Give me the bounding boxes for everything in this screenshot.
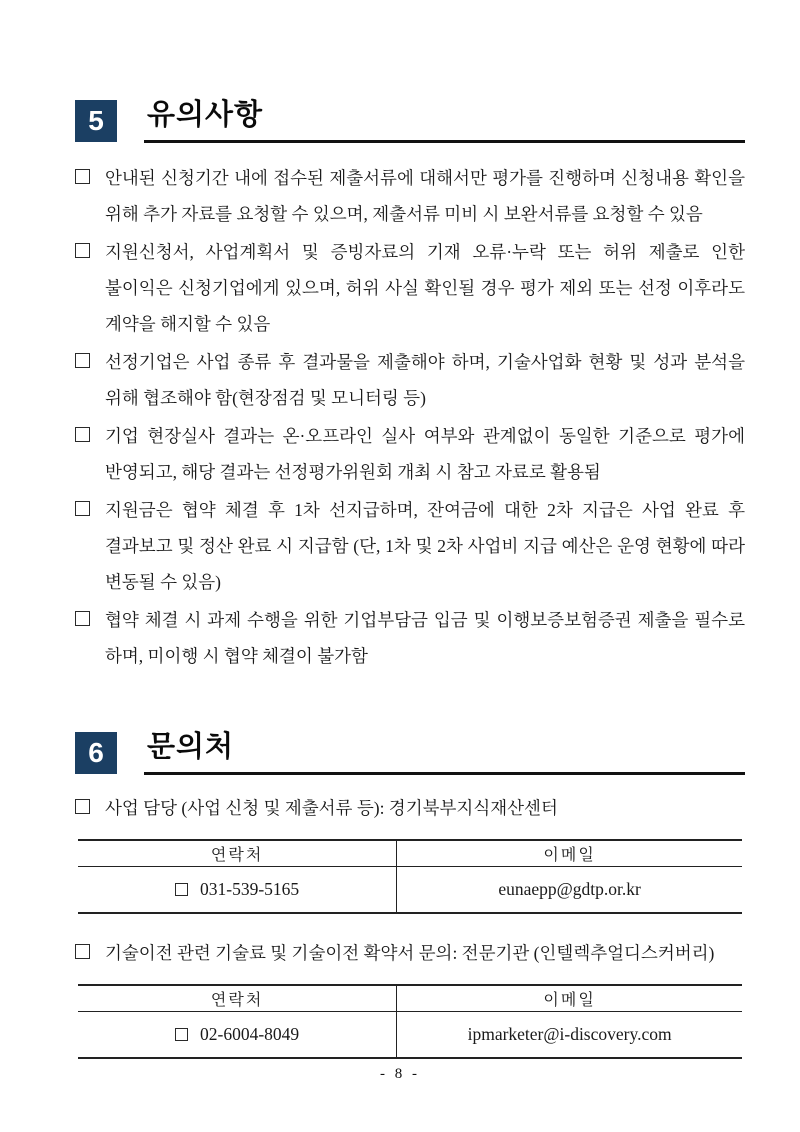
contact-1-email: eunaepp@gdtp.or.kr	[498, 879, 641, 900]
contact-table-header-phone: 연락처	[78, 985, 397, 1012]
note-text: 기업 현장실사 결과는 온·오프라인 실사 여부와 관계없이 동일한 기준으로 평가에 반영되고, 해당 결과는 선정평가위원회 개최 시 참고 자료로 활용됨	[105, 425, 745, 482]
note-text: 지원금은 협약 체결 후 1차 선지급하며, 잔여금에 대한 2차 지급은 사업 완료 후 결과보고 및 정산 완료 시 지급함 (단, 1차 및 2차 사업비 지급 예산은 운영 현황에 따라 변동될 수 있음)	[105, 499, 745, 592]
contact-2-phone-cell	[78, 1012, 397, 1058]
contact-2-label-row	[75, 938, 745, 968]
contact-table-header-phone: 연락처	[78, 840, 397, 867]
contact-1-table	[78, 839, 742, 914]
page-number: - 8 -	[380, 1066, 420, 1082]
page-content	[75, 0, 745, 1059]
contact-table-header-email: 이메일	[397, 840, 742, 867]
section-6-title: 문의처	[147, 730, 235, 763]
note-item	[75, 160, 745, 232]
checkbox-square-icon	[175, 883, 188, 896]
contact-1-table-header-row	[78, 840, 742, 867]
notes-bullet-list	[75, 160, 745, 674]
contact-table-header-email: 이메일	[397, 985, 742, 1012]
section-5-title: 유의사항	[147, 99, 264, 131]
contact-2-email: ipmarketer@i-discovery.com	[467, 1024, 672, 1045]
contact-1-email-cell	[397, 867, 742, 913]
section-6-header	[75, 732, 745, 775]
section-5-number: 5	[88, 105, 104, 136]
section-6-number-badge	[75, 732, 117, 774]
note-item	[75, 344, 745, 416]
section-6-title-underline	[144, 732, 745, 775]
contact-1-phone: 031-539-5165	[200, 879, 300, 900]
contact-2-table-header-row	[78, 985, 742, 1012]
section-5-number-badge	[75, 100, 117, 142]
section-6-number: 6	[88, 736, 104, 768]
note-text: 안내된 신청기간 내에 접수된 제출서류에 대해서만 평가를 진행하며 신청내용 확인을 위해 추가 자료를 요청할 수 있으며, 제출서류 미비 시 보완서류를 요청할 수 있음	[105, 167, 745, 224]
contact-2-label: 기술이전 관련 기술료 및 기술이전 확약서 문의: 전문기관 (인텔렉추얼디스커버리)	[105, 942, 715, 963]
section-5-header	[75, 100, 745, 143]
checkbox-square-icon	[75, 427, 90, 442]
contact-1-phone-cell	[78, 867, 397, 913]
checkbox-square-icon	[75, 944, 90, 959]
note-item	[75, 602, 745, 674]
note-text: 지원신청서, 사업계획서 및 증빙자료의 기재 오류·누락 또는 허위 제출로 인한 불이익은 신청기업에게 있으며, 허위 사실 확인될 경우 평가 제외 또는 선정 이후라도 계약을 해지할 수 있음	[105, 241, 745, 334]
contact-1-label-row	[75, 793, 745, 823]
contact-2-phone: 02-6004-8049	[200, 1024, 300, 1045]
checkbox-square-icon	[75, 243, 90, 258]
contact-2-table-data-row	[78, 1012, 742, 1058]
checkbox-square-icon	[75, 169, 90, 184]
note-text: 협약 체결 시 과제 수행을 위한 기업부담금 입금 및 이행보증보험증권 제출을 필수로 하며, 미이행 시 협약 체결이 불가함	[105, 609, 745, 666]
contact-2-email-cell	[397, 1012, 742, 1058]
section-5-title-underline	[144, 100, 745, 143]
contact-1-label: 사업 담당 (사업 신청 및 제출서류 등): 경기북부지식재산센터	[105, 797, 558, 818]
note-item	[75, 234, 745, 342]
note-text: 선정기업은 사업 종류 후 결과물을 제출해야 하며, 기술사업화 현황 및 성과 분석을 위해 협조해야 함(현장점검 및 모니터링 등)	[105, 351, 745, 408]
checkbox-square-icon	[175, 1028, 188, 1041]
contact-2-table	[78, 984, 742, 1059]
note-item	[75, 492, 745, 600]
contact-1-table-data-row	[78, 867, 742, 913]
checkbox-square-icon	[75, 501, 90, 516]
checkbox-square-icon	[75, 799, 90, 814]
note-item	[75, 418, 745, 490]
checkbox-square-icon	[75, 611, 90, 626]
checkbox-square-icon	[75, 353, 90, 368]
